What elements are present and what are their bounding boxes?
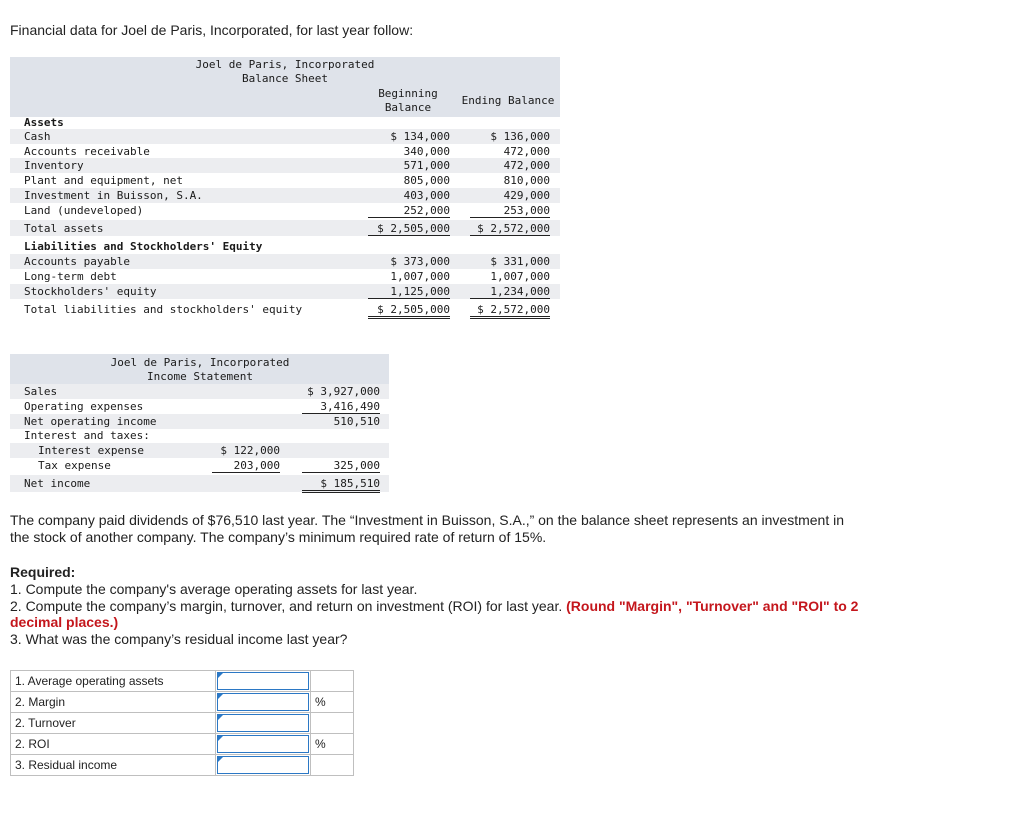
required-q2-text: 2. Compute the company’s margin, turnover, and return on investment (ROI) for last year. [10,598,563,614]
required-q1: 1. Compute the company's average operating assets for last year. [10,581,418,597]
answer-label: 2. Margin [11,692,216,713]
tax-label: Tax expense [38,459,111,472]
asset-begin: 571,000 [403,159,450,172]
col-begin-line1: Beginning [378,87,438,100]
asset-end: 253,000 [470,204,550,218]
required-q3: 3. What was the company’s residual income last year? [10,631,348,647]
required-heading: Required: [10,564,76,580]
asset-begin: $ 134,000 [390,130,450,143]
noi-label: Net operating income [24,415,157,428]
total-liab-label: Total liabilities and stockholders' equity [24,303,303,316]
liability-begin: 1,007,000 [390,270,450,283]
margin-input[interactable] [216,692,311,713]
average-operating-assets-input[interactable] [216,671,311,692]
tax-value: 203,000 [212,459,280,473]
round-instruction-cont: decimal places.) [10,614,119,630]
asset-begin: 340,000 [403,145,450,158]
answer-row [11,734,354,755]
info-line-1: The company paid dividends of $76,510 last year. The “Investment in Buisson, S.A.,” on the balance sheet represents an investment in [10,512,845,528]
residual-income-input[interactable] [216,755,311,776]
total-assets-begin: $ 2,505,000 [368,222,450,236]
answer-table [10,670,354,776]
answer-label: 2. ROI [11,734,216,755]
asset-begin: 805,000 [403,174,450,187]
total-assets-label: Total assets [24,222,104,235]
asset-label: Plant and equipment, net [24,174,183,187]
asset-end: 429,000 [503,189,550,202]
answer-label: 2. Turnover [11,713,216,734]
sales-value: $ 3,927,000 [307,385,380,398]
net-income-label: Net income [24,477,91,490]
answer-unit: % [311,734,354,755]
asset-label: Investment in Buisson, S.A. [24,189,203,202]
interest-label: Interest expense [38,444,144,457]
bs-title: Balance Sheet [241,72,329,85]
intro-text: Financial data for Joel de Paris, Incorporated, for last year follow: [10,22,414,38]
answer-row [11,692,354,713]
int-taxes-label: Interest and taxes: [24,429,150,442]
answer-unit [311,713,354,734]
liability-end: 1,007,000 [490,270,550,283]
asset-end: 472,000 [503,159,550,172]
interest-value: $ 122,000 [220,444,280,457]
total-liab-end: $ 2,572,000 [470,303,550,319]
total-assets-end: $ 2,572,000 [470,222,550,236]
asset-begin: 403,000 [403,189,450,202]
liability-label: Stockholders' equity [24,285,157,298]
asset-label: Land (undeveloped) [24,204,144,217]
opex-label: Operating expenses [24,400,144,413]
asset-begin: 252,000 [368,204,450,218]
liabilities-heading: Liabilities and Stockholders' Equity [24,240,263,253]
answer-row [11,671,354,692]
asset-end: 472,000 [503,145,550,158]
required-q2 [10,598,1010,615]
round-instruction: (Round "Margin", "Turnover" and "ROI" to 2 [566,598,859,614]
is-title: Income Statement [147,370,253,383]
answer-unit: % [311,692,354,713]
liability-label: Accounts payable [24,255,130,268]
col-end: Ending Balance [461,94,555,107]
opex-value: 3,416,490 [302,400,380,414]
answer-unit [311,671,354,692]
roi-input[interactable] [216,734,311,755]
liability-label: Long-term debt [24,270,117,283]
liability-end: 1,234,000 [470,285,550,299]
liability-end: $ 331,000 [490,255,550,268]
liability-begin: 1,125,000 [368,285,450,299]
int-tax-total: 325,000 [302,459,380,473]
total-liab-begin: $ 2,505,000 [368,303,450,319]
answer-row [11,713,354,734]
turnover-input[interactable] [216,713,311,734]
answer-row [11,755,354,776]
asset-label: Inventory [24,159,84,172]
is-company: Joel de Paris, Incorporated [110,356,290,369]
asset-end: 810,000 [503,174,550,187]
sales-label: Sales [24,385,58,398]
asset-label: Cash [24,130,51,143]
answer-label: 3. Residual income [11,755,216,776]
noi-value: 510,510 [333,415,380,428]
answer-unit [311,755,354,776]
asset-label: Accounts receivable [24,145,150,158]
answer-label: 1. Average operating assets [11,671,216,692]
info-line-2: the stock of another company. The company’s minimum required rate of return of 15%. [10,529,547,545]
liability-begin: $ 373,000 [390,255,450,268]
net-income-value: $ 185,510 [302,477,380,493]
col-begin-line2: Balance [384,101,432,114]
asset-end: $ 136,000 [490,130,550,143]
bs-company: Joel de Paris, Incorporated [195,58,375,71]
assets-heading: Assets [24,116,64,129]
